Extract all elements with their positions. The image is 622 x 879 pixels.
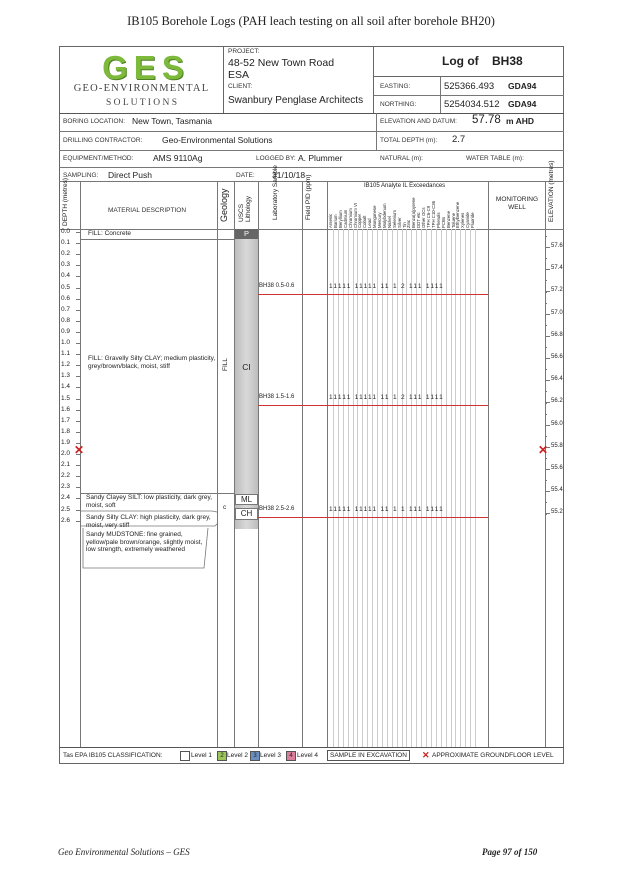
- depth-header: DEPTH (metres): [62, 177, 69, 226]
- analyte-name: TPH C6-C9: [426, 205, 431, 228]
- elevation-minor-tick: [545, 336, 547, 337]
- analyte-column-line: [397, 229, 398, 747]
- elevation-tick: 55.4: [551, 487, 563, 494]
- total-depth-value: 2.7: [452, 134, 466, 145]
- groundfloor-marker-right: ✕: [538, 443, 549, 457]
- elevation-minor-tick: [545, 247, 547, 248]
- analyte-column-line: [348, 229, 349, 747]
- logo-letters: GES: [102, 49, 190, 86]
- analyte-name: Other OCs: [421, 207, 427, 228]
- drilling-contractor-value: Geo-Environmental Solutions: [162, 135, 273, 145]
- logo-line1: GEO-ENVIRONMENTAL: [73, 83, 210, 94]
- depth-tick: 2.2: [61, 472, 71, 480]
- elevation-minor-tick: [545, 436, 547, 437]
- depth-tick: 1.2: [61, 361, 71, 369]
- uscs-column: [235, 229, 258, 529]
- analyte-column-line: [392, 229, 393, 747]
- depth-tick: 0.1: [61, 239, 71, 247]
- depth-tick: 2.5: [61, 505, 71, 513]
- analyte-column-line: [431, 229, 432, 747]
- depth-tick: 1.4: [61, 383, 71, 391]
- depth-tick: 0.5: [61, 283, 71, 291]
- elevation-minor-tick: [545, 425, 547, 426]
- level1-label: Level 1: [191, 752, 212, 759]
- depth-tick-line: [76, 487, 80, 488]
- analyte-name: Cyanide: [465, 212, 471, 228]
- elevation-tick: 56.4: [551, 376, 563, 383]
- analyte-column-line: [455, 229, 456, 747]
- depth-tick-line: [76, 465, 80, 466]
- depth-tick: 2.3: [61, 483, 71, 491]
- depth-tick-line: [76, 310, 80, 311]
- elevation-minor-tick: [545, 280, 547, 281]
- depth-tick-line: [76, 254, 80, 255]
- elevation-minor-tick: [545, 391, 547, 392]
- geology-c: c: [223, 504, 227, 511]
- footer-page: Page 97 of 150: [482, 847, 538, 857]
- elevation-minor-tick: [545, 358, 547, 359]
- total-depth-label: TOTAL DEPTH (m):: [380, 137, 438, 144]
- sample-id: BH38 2.5-2.6: [259, 506, 295, 512]
- page-title: IB105 Borehole Logs (PAH leach testing on all soil after borehole BH20): [127, 14, 495, 28]
- analyte-name: Phenols: [435, 212, 441, 228]
- analyte-column-line: [426, 229, 427, 747]
- elevation-tick: 57.2: [551, 287, 563, 294]
- analyte-column-line: [446, 229, 447, 747]
- depth-tick-line: [76, 476, 80, 477]
- depth-tick-line: [76, 243, 80, 244]
- logged-by-value: A. Plummer: [298, 153, 343, 163]
- depth-tick-line: [76, 432, 80, 433]
- elevation-tick: 55.8: [551, 442, 563, 449]
- water-table-label: WATER TABLE (m):: [466, 155, 524, 162]
- footer-left: Geo Environmental Solutions – GES: [58, 847, 190, 857]
- analyte-column-line: [465, 229, 466, 747]
- cross-icon: ✕: [422, 750, 430, 760]
- logo-line2: S O L U T I O N S: [105, 98, 178, 108]
- stratum-desc-1: FILL: Concrete: [88, 230, 131, 237]
- analyte-name: Molybdenum: [381, 203, 387, 228]
- analyte-name: Selenium: [391, 210, 397, 228]
- elevation-value: 57.78: [472, 114, 501, 126]
- level2-label: Level 2: [227, 752, 248, 759]
- depth-tick: 0.4: [61, 272, 71, 280]
- elevation-minor-tick: [545, 458, 547, 459]
- sample-levels: 11111 11111 11 1 1 111 1111: [329, 506, 445, 513]
- geology-fill: FILL: [222, 357, 229, 371]
- lab-header: Laboratory Sample: [272, 165, 279, 220]
- depth-tick-line: [76, 299, 80, 300]
- analyte-column-line: [343, 229, 344, 747]
- analyte-name: Benzene: [445, 211, 451, 228]
- elevation-tick: 56.8: [551, 331, 563, 338]
- depth-tick: 1.7: [61, 416, 71, 424]
- depth-tick: 1.9: [61, 438, 71, 446]
- analyte-name: Cobalt: [362, 215, 368, 228]
- northing-value: 5254034.512: [444, 99, 500, 110]
- level3-swatch: 3: [250, 751, 260, 761]
- stratum-desc-3: Sandy Clayey SILT: low plasticity, dark grey, moist, soft: [86, 494, 213, 509]
- analyte-column-line: [416, 229, 417, 747]
- analyte-name: Beryllium: [337, 210, 343, 228]
- depth-tick: 2.1: [61, 461, 71, 469]
- uscs-ch: CH: [235, 508, 258, 520]
- elevation-minor-tick: [545, 269, 547, 270]
- analyte-name: Silver: [396, 217, 402, 228]
- analyte-column-line: [338, 229, 339, 747]
- uscs-header: USCS Lithology: [238, 195, 252, 222]
- elevation-minor-tick: [545, 292, 547, 293]
- elevation-minor-tick: [545, 236, 547, 237]
- elevation-unit: m AHD: [506, 116, 535, 126]
- elevation-minor-tick: [545, 347, 547, 348]
- elevation-tick: 56.2: [551, 398, 563, 405]
- analyte-column-line: [402, 229, 403, 747]
- pid-header: Field PID (ppm): [305, 174, 312, 220]
- logo: [59, 46, 224, 113]
- depth-tick-line: [76, 332, 80, 333]
- analyte-name: PCBs: [440, 217, 446, 228]
- date-label: DATE:: [236, 172, 255, 179]
- strata-callouts: [80, 500, 220, 570]
- sampling-value: Direct Push: [108, 170, 152, 180]
- client-value: Swanbury Penglase Architects: [228, 95, 364, 106]
- project-block: [224, 46, 374, 113]
- elevation-minor-tick: [545, 369, 547, 370]
- depth-tick: 0.0: [61, 228, 71, 235]
- stratum-desc-4: Sandy Silty CLAY: high plasticity, dark grey, moist, very stiff: [86, 514, 211, 529]
- depth-tick-line: [76, 265, 80, 266]
- analyte-column-line: [451, 229, 452, 747]
- elevation-tick: 56.0: [551, 420, 563, 427]
- depth-tick-line: [76, 399, 80, 400]
- elevation-minor-tick: [545, 314, 547, 315]
- analyte-name: Chromium VI: [352, 202, 358, 228]
- easting-value: 525366.493: [444, 81, 495, 92]
- depth-tick-line: [76, 343, 80, 344]
- analyte-column-line: [470, 229, 471, 747]
- elevation-tick: 55.6: [551, 465, 563, 471]
- analyte-name: Lead: [367, 218, 373, 228]
- logged-by-label: LOGGED BY:: [256, 155, 296, 162]
- elevation-minor-tick: [545, 380, 547, 381]
- analyte-column-line: [421, 229, 422, 747]
- elevation-tick: 56.6: [551, 354, 563, 360]
- analyte-column-line: [475, 229, 476, 747]
- stratum-desc-5: Sandy MUDSTONE: fine grained, yellow/pale brown/orange, slightly moist, low strength, extremely weathered: [86, 531, 203, 553]
- depth-tick: 1.6: [61, 405, 71, 413]
- elevation-tick: 57.6: [551, 243, 563, 249]
- analyte-name: Zinc: [406, 219, 412, 228]
- analyte-column-line: [333, 229, 334, 747]
- uscs-p: P: [235, 229, 258, 239]
- depth-tick: 1.3: [61, 372, 71, 380]
- elevation-minor-tick: [545, 480, 547, 481]
- analyte-column-line: [406, 229, 407, 747]
- sample-row-line: [258, 517, 488, 518]
- depth-tick: 0.2: [61, 250, 71, 258]
- easting-label: EASTING:: [380, 83, 411, 90]
- analyte-name: Nickel: [386, 216, 392, 228]
- uscs-ml: ML: [235, 494, 258, 505]
- equipment-label: EQUIPMENT/METHOD:: [63, 155, 134, 162]
- analyte-name: Xylenes: [460, 212, 466, 228]
- analyte-name: Manganese: [372, 205, 378, 228]
- geology-header: Geology: [219, 188, 229, 222]
- analyte-name: DDT etc: [416, 212, 422, 228]
- analyte-name: Copper: [357, 213, 363, 228]
- elevation-tick: 57.0: [551, 309, 563, 316]
- analyte-column-line: [441, 229, 442, 747]
- elevation-minor-tick: [545, 303, 547, 304]
- elevation-label: ELEVATION AND DATUM:: [380, 118, 457, 125]
- project-value: 48-52 New Town Road ESA: [228, 57, 335, 81]
- elevation-minor-tick: [545, 491, 547, 492]
- log-of-label: Log of: [442, 54, 479, 68]
- drilling-contractor-label: DRILLING CONTRACTOR:: [63, 137, 143, 144]
- analyte-name: Cadmium: [342, 209, 348, 228]
- analyte-column-line: [460, 229, 461, 747]
- depth-tick: 0.7: [61, 305, 71, 313]
- analyte-name: Chromium: [347, 208, 353, 228]
- groundfloor-label: APPROXIMATE GROUNDFLOOR LEVEL: [432, 752, 554, 759]
- elevation-header: ELEVATION (metres): [548, 160, 555, 222]
- elevation-minor-tick: [545, 414, 547, 415]
- analyte-name: TPH C10-C36: [430, 201, 436, 228]
- northing-label: NORTHING:: [380, 101, 417, 108]
- depth-tick-line: [76, 421, 80, 422]
- depth-tick: 0.9: [61, 327, 71, 335]
- sample-id: BH38 1.5-1.6: [259, 394, 295, 400]
- uscs-ci: CI: [242, 362, 251, 372]
- analyte-column-line: [353, 229, 354, 747]
- sample-id: BH38 0.5-0.6: [259, 283, 295, 289]
- project-label: PROJECT:: [228, 48, 260, 55]
- analyte-column-line: [362, 229, 363, 747]
- depth-tick: 1.5: [61, 394, 71, 402]
- material-header: MATERIAL DESCRIPTION: [108, 207, 187, 214]
- analyte-name: Barium: [332, 214, 338, 228]
- depth-tick-line: [76, 387, 80, 388]
- elevation-minor-tick: [545, 469, 547, 470]
- stratum-desc-2: FILL: Gravelly Silty CLAY; medium plasticity, grey/brown/black, moist, stiff: [88, 355, 216, 370]
- level4-swatch: 4: [286, 751, 296, 761]
- elevation-minor-tick: [545, 258, 547, 259]
- sample-levels: 11111 11111 11 1 2 111 1111: [329, 394, 445, 401]
- legend: [60, 751, 563, 763]
- analyte-name: Ethylbenzene: [455, 201, 461, 228]
- depth-tick: 0.6: [61, 294, 71, 302]
- depth-tick-line: [76, 232, 80, 233]
- depth-tick: 1.0: [61, 339, 71, 346]
- easting-datum: GDA94: [508, 81, 537, 91]
- analyte-column-line: [411, 229, 412, 747]
- sample-levels: 11111 11111 11 1 2 111 1111: [329, 283, 445, 290]
- sample-row-line: [258, 294, 488, 295]
- monitoring-header: MONITORING WELL: [495, 196, 539, 211]
- level2-swatch: 2: [217, 751, 227, 761]
- analyte-column-line: [387, 229, 388, 747]
- elevation-minor-tick: [545, 502, 547, 503]
- level3-label: Level 3: [260, 752, 281, 759]
- boring-location-label: BORING LOCATION:: [63, 118, 125, 125]
- date-value: 31/10/18: [272, 170, 306, 180]
- depth-tick-line: [76, 410, 80, 411]
- northing-datum: GDA94: [508, 99, 537, 109]
- analyte-column-line: [382, 229, 383, 747]
- analyte-column-line: [367, 229, 368, 747]
- borehole-id: BH38: [492, 54, 523, 68]
- analyte-name: Arsenic: [328, 213, 333, 228]
- analyte-title: IB105 Analyte IL Exceedances: [364, 183, 446, 189]
- analyte-name: Fluoride: [470, 212, 476, 228]
- analyte-column-line: [436, 229, 437, 747]
- boring-location-value: New Town, Tasmania: [132, 116, 213, 126]
- depth-tick: 2.0: [61, 450, 71, 457]
- depth-tick-line: [76, 288, 80, 289]
- analyte-column-line: [372, 229, 373, 747]
- analyte-name: Benzo(a)pyrene: [411, 197, 417, 228]
- client-label: CLIENT:: [228, 83, 253, 90]
- depth-tick-line: [76, 365, 80, 366]
- depth-tick: 1.1: [61, 350, 71, 358]
- legend-label: Tas EPA IB105 CLASSIFICATION:: [63, 752, 163, 759]
- analyte-column-line: [357, 229, 358, 747]
- depth-tick: 0.8: [61, 316, 71, 324]
- depth-tick-line: [76, 321, 80, 322]
- log-of-box: [374, 46, 564, 77]
- depth-tick: 2.6: [61, 516, 71, 524]
- analyte-name: Toluene: [450, 212, 456, 228]
- depth-tick-line: [76, 276, 80, 277]
- analyte-name: Tin: [401, 222, 407, 228]
- elevation-tick: 55.2: [551, 509, 563, 516]
- sample-in-excavation: SAMPLE IN EXCAVATION: [327, 750, 410, 761]
- equipment-value: AMS 9110Ag: [153, 153, 203, 163]
- level4-label: Level 4: [297, 752, 318, 759]
- elevation-minor-tick: [545, 514, 547, 515]
- analyte-name: Mercury: [377, 212, 382, 228]
- elevation-minor-tick: [545, 325, 547, 326]
- elevation-minor-tick: [545, 403, 547, 404]
- sampling-label: SAMPLING:: [63, 172, 99, 179]
- groundfloor-marker-left: ✕: [74, 443, 85, 457]
- depth-tick: 1.8: [61, 427, 71, 435]
- depth-tick: 2.4: [61, 494, 71, 502]
- elevation-tick: 57.4: [551, 265, 563, 272]
- sample-row-line: [258, 405, 488, 406]
- depth-tick: 0.3: [61, 261, 71, 269]
- level1-swatch: [180, 751, 190, 761]
- natural-label: NATURAL (m):: [380, 155, 423, 162]
- analyte-column-line: [377, 229, 378, 747]
- depth-tick-line: [76, 354, 80, 355]
- depth-tick-line: [76, 376, 80, 377]
